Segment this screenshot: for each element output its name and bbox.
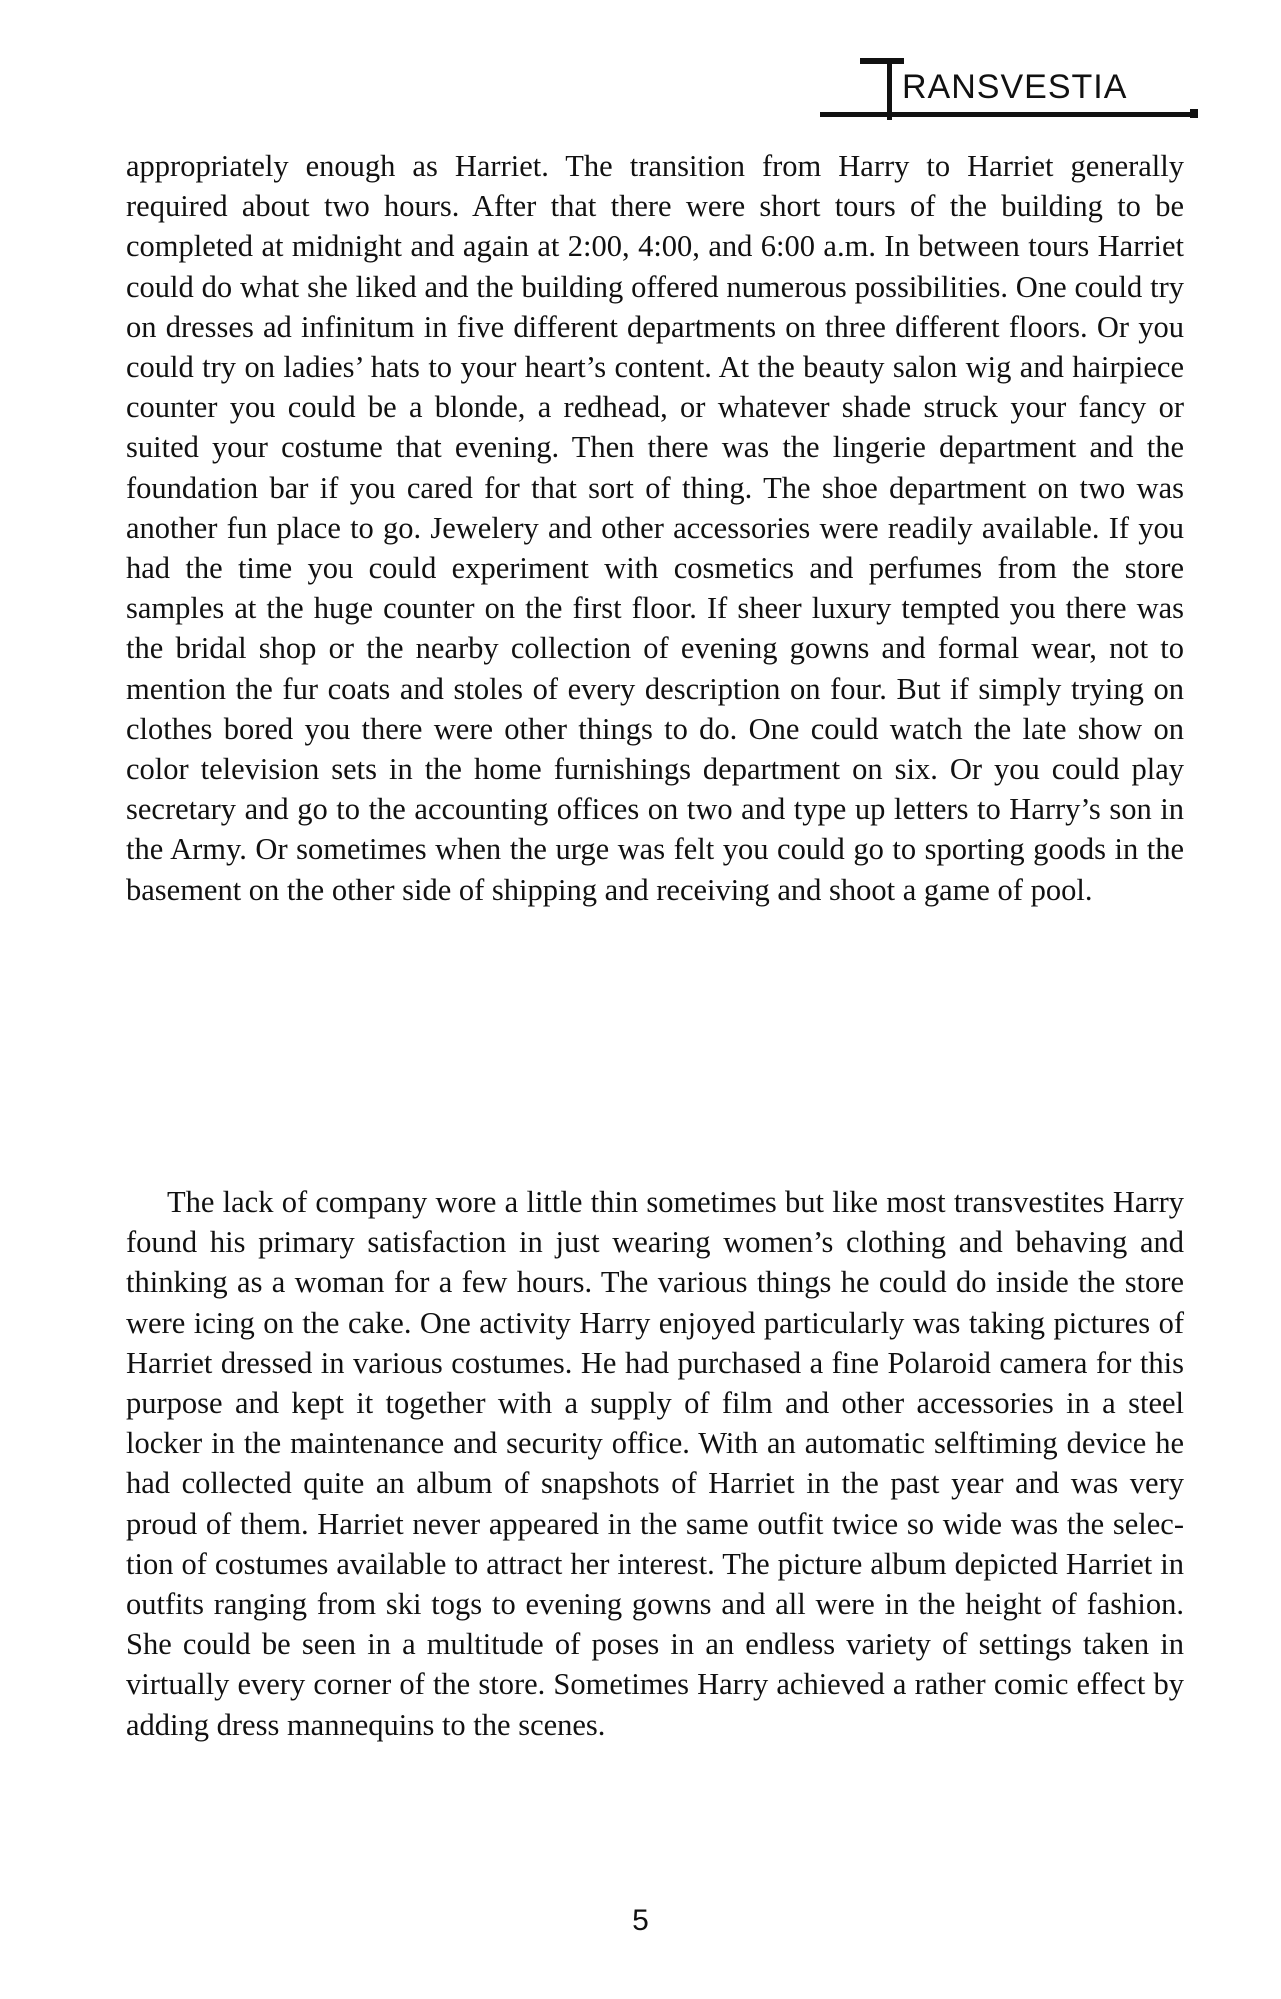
running-header bbox=[820, 52, 1198, 122]
paragraph-2: The lack of company wore a little thin sometimes but like most transvestites Harry found his primary satisfaction in just wearing women’s clothing and behaving and thinking as a woman for a few hours. The various things he could do inside the store were icing on the cake. One activity Harry enjoyed particularly was taking pictures of Harriet dressed in various costumes. He had purchased a fine Polaroid camera for this purpose and kept it together with a supply of film and other accessories in a steel locker in the maintenance and security office. With an automatic selftiming device he had collected quite an album of snapshots of Harriet in the past year and was very proud of them. Harriet never appeared in the same outfit twice so wide was the selection of costumes available to attract her interest. The picture album depicted Harriet in outfits ranging from ski togs to evening gowns and all were in the height of fashion. She could be seen in a multitude of poses in an endless variety of settings taken in virtually every corner of the store. Sometimes Harry achieved a rather comic effect by adding dress mannequins to the scenes. bbox=[126, 1185, 1184, 1742]
header-logo-t bbox=[860, 58, 904, 120]
page-number: 5 bbox=[632, 1904, 649, 1937]
header-rule-end bbox=[1190, 109, 1198, 118]
paragraph-1: appropriately enough as Harriet. The transition from Harry to Harriet generally required about two hours. After that there were short tours of the building to be completed at midnight and again at 2:00, 4:00, and 6:00 a.m. In between tours Harriet could do what she liked and the building offered numerous possibilities. One could try on dresses ad infinitum in five different departments on three different floors. Or you could try on ladies’ hats to your heart’s content. At the beauty salon wig and hairpiece counter you could be a blonde, a redhead, or whatever shade struck your fancy or suited your costume that evening. Then there was the lingerie department and the foundation bar if you cared for that sort of thing. The shoe department on two was another fun place to go. Jewelery and other accessories were readily available. If you had the time you could experiment with cosmetics and perfumes from the store samples at the huge counter on the first floor. If sheer luxury tempted you there was the bridal shop or the nearby collection of evening gowns and formal wear, not to mention the fur coats and stoles of every description on four. But if simply trying on clothes bored you there were other things to do. One could watch the late show on color television sets in the home furnishings department on six. Or you could play secretary and go to the accounting offices on two and type up letters to Harry’s son in the Army. Or sometimes when the urge was felt you could go to sporting goods in the basement on the other side of shipping and receiving and shoot a game of pool. bbox=[126, 149, 1184, 907]
header-rule bbox=[820, 112, 1198, 117]
header-title: RANSVESTIA bbox=[902, 68, 1128, 106]
